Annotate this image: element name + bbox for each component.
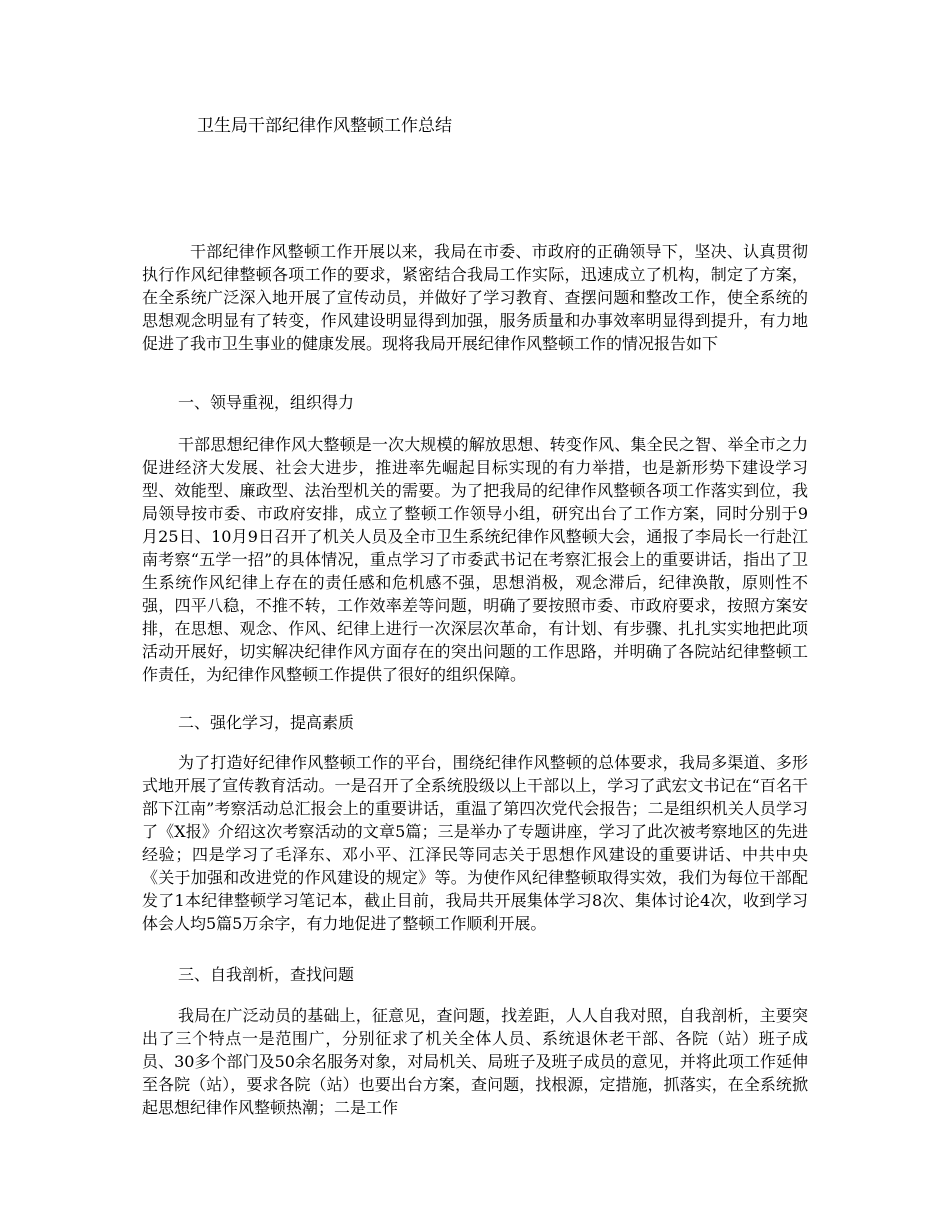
section-1-paragraph: 干部思想纪律作风大整顿是一次大规模的解放思想、转变作风、集全民之智、举全市之力促进经济大发展、社会大进步，推进率先崛起目标实现的有力举措，也是新形势下建设学习型、效能型、廉政型、法治型机关的需要。为了把我局的纪律作风整顿各项工作落实到位，我局领导按市委、市政府安排，成立了整顿工作领导小组，研究出台了工作方案，同时分别于9月25日、10月9日召开了机关人员及全市卫生系统纪律作风整顿大会，通报了李局长一行赴江南考察“五学一招”的具体情况，重点学习了市委武书记在考察汇报会上的重要讲话，指出了卫生系统作风纪律上存在的责任感和危机感不强，思想消极，观念滞后，纪律涣散，原则性不强，四平八稳，不推不转，工作效率差等问题，明确了要按照市委、市政府要求，按照方案安排，在思想、观念、作风、纪律上进行一次深层次革命，有计划、有步骤、扎扎实实地把此项活动开展好，切实解决纪律作风方面存在的突出问题的工作思路，并明确了各院站纪律整顿工作责任，为纪律作风整顿工作提供了很好的组织保障。: [142, 435, 808, 684]
section-3-heading: 三、自我剖析，查找问题: [178, 965, 355, 984]
section-3-paragraph: 我局在广泛动员的基础上，征意见，查问题，找差距，人人自我对照，自我剖析，主要突出了三个特点一是范围广，分别征求了机关全体人员、系统退休老干部、各院（站）班子成员、30多个部门及50余名服务对象，对局机关、局班子及班子成员的意见，并将此项工作延伸至各院（站），要求各院（站）也要出台方案，查问题，找根源，定措施，抓落实，在全系统掀起思想纪律作风整顿热潮；二是工作: [142, 1006, 808, 1117]
document-title: 卫生局干部纪律作风整顿工作总结: [197, 116, 452, 136]
section-2-heading: 二、强化学习，提高素质: [178, 713, 355, 732]
intro-paragraph: 干部纪律作风整顿工作开展以来，我局在市委、市政府的正确领导下，坚决、认真贯彻执行作风纪律整顿各项工作的要求，紧密结合我局工作实际，迅速成立了机构，制定了方案，在全系统广泛深入地开展了宣传动员，并做好了学习教育、查摆问题和整改工作，使全系统的思想观念明显有了转变，作风建设明显得到加强，服务质量和办事效率明显得到提升，有力地促进了我市卫生事业的健康发展。现将我局开展纪律作风整顿工作的情况报告如下: [142, 242, 808, 353]
section-1-heading: 一、领导重视，组织得力: [178, 393, 355, 412]
section-2-paragraph: 为了打造好纪律作风整顿工作的平台，围绕纪律作风整顿的总体要求，我局多渠道、多形式地开展了宣传教育活动。一是召开了全系统股级以上干部以上，学习了武宏文书记在“百名干部下江南”考察活动总汇报会上的重要讲话，重温了第四次党代会报告；二是组织机关人员学习了《X报》介绍这次考察活动的文章5篇；三是举办了专题讲座，学习了此次被考察地区的先进经验；四是学习了毛泽东、邓小平、江泽民等同志关于思想作风建设的重要讲话、中共中央《关于加强和改进党的作风建设的规定》等。为使作风纪律整顿取得实效，我们为每位干部配发了1本纪律整顿学习笔记本，截止目前，我局共开展集体学习8次、集体讨论4次，收到学习体会人均5篇5万余字，有力地促进了整顿工作顺利开展。: [142, 753, 808, 933]
